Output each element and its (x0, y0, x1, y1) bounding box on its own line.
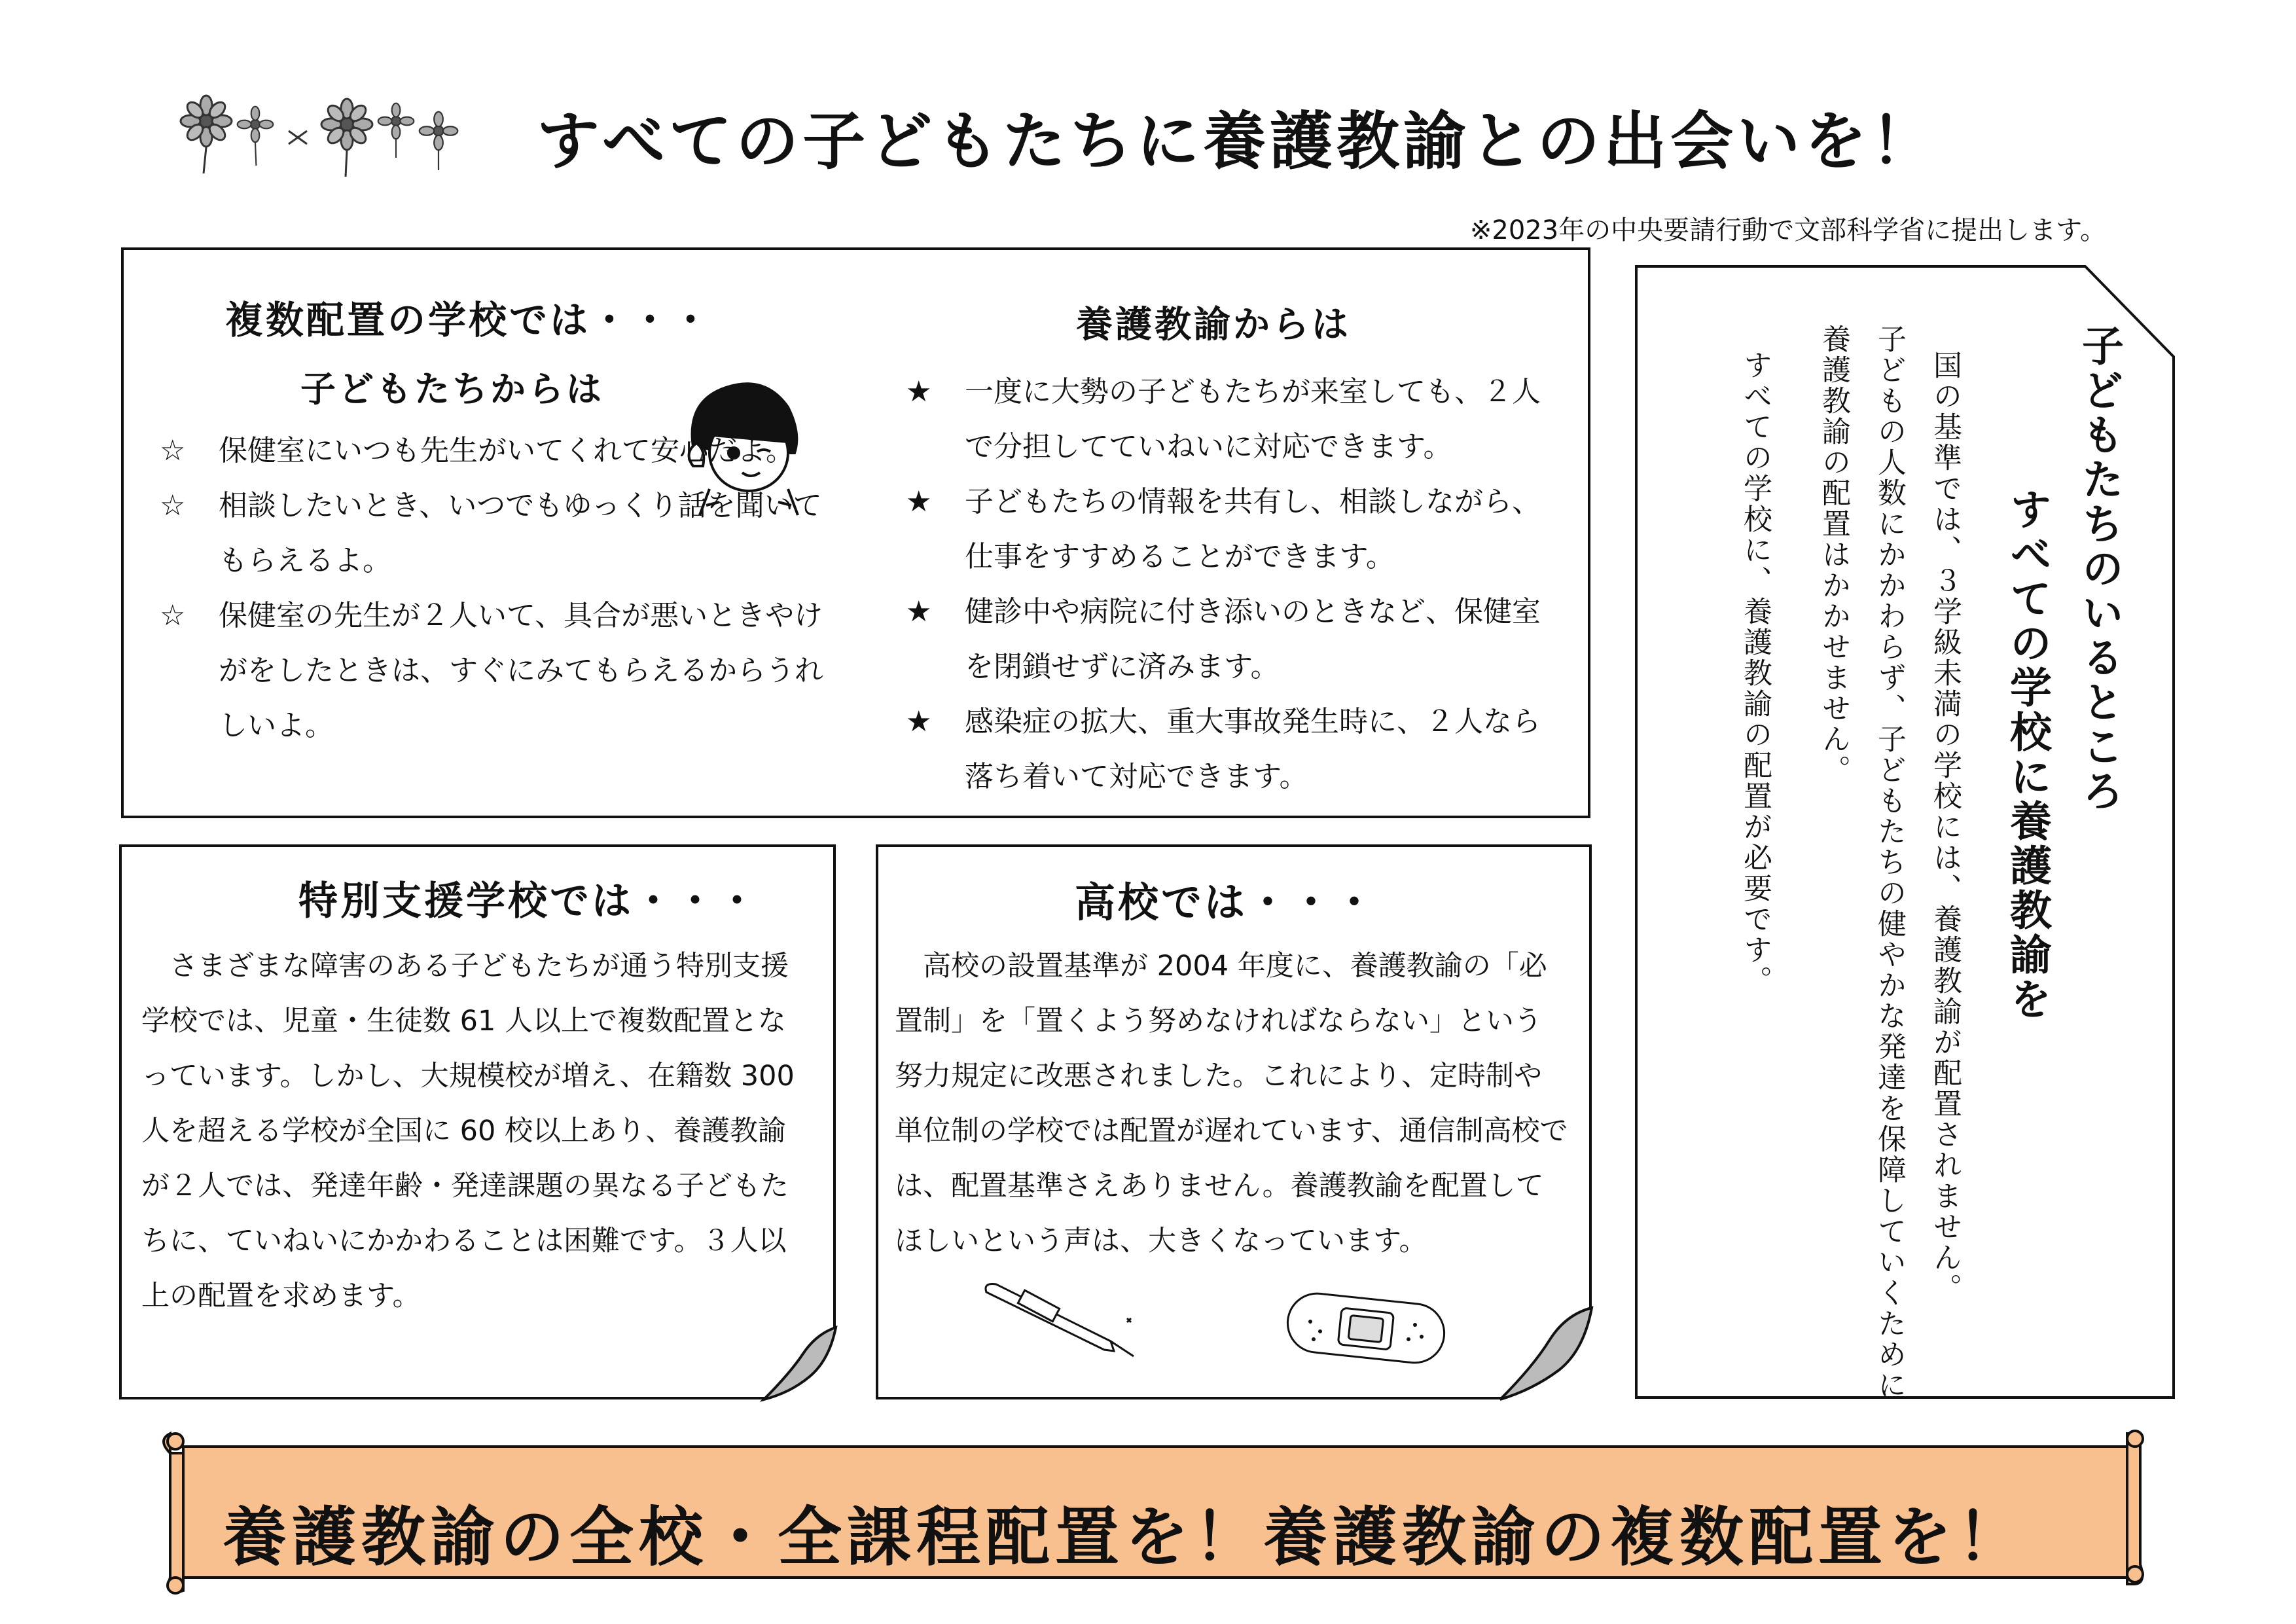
submission-note: ※2023年の中央要請行動で文部科学省に提出します。 (1469, 215, 2106, 245)
star-filled-icon: ★ (906, 595, 932, 628)
bandage-icon (1284, 1292, 1448, 1364)
flowers-decoration-icon (177, 92, 465, 170)
multiple-placement-section (121, 247, 1590, 818)
special-support-heading: 特別支援学校では・・・ (298, 878, 759, 924)
star-outline-icon: ☆ (160, 599, 186, 632)
side-title-1: 子どもたちのいるところ (2075, 324, 2123, 814)
high-school-heading: 高校では・・・ (1075, 878, 1378, 926)
banner-slogan: 養護教諭の全校・全課程配置を！養護教諭の複数配置を！ (223, 1500, 2027, 1575)
teacher-comment-item: ★ 健診中や病院に付き添いのときなど、保健室を閉鎖せずに済みます。 (906, 585, 1567, 695)
teacher-comment-item: ★ 一度に大勢の子どもたちが来室しても、２人で分担してていねいに対応できます。 (906, 365, 1567, 475)
multiple-placement-heading: 複数配置の学校では・・・ (225, 298, 713, 342)
side-title-2: すべての学校に養護教諭を (2003, 488, 2051, 1022)
children-comment-item: ☆ 相談したいとき、いつでもゆっくり話を聞いてもらえるよ。 (160, 478, 837, 588)
high-school-section (876, 844, 1592, 1399)
teachers-heading: 養護教諭からは (1076, 304, 1351, 346)
thermometer-icon (980, 1279, 1143, 1364)
page-title: すべての子どもたちに養護教諭との出会いを！ (537, 105, 1938, 178)
star-filled-icon: ★ (906, 485, 932, 518)
children-heading: 子どもたちからは (300, 369, 604, 410)
side-message-section (1635, 265, 2175, 1399)
high-school-text: 高校の設置基準が 2004 年度に、養護教諭の「必置制」を「置くよう努めなければならない」という努力規定に改悪されました。これにより、定時制や単位制の学校では配置が遅れています、通信制高校では、配置基準さえありません。養護教諭を配置してほしいという声は、大きくなっています。 (895, 950, 1568, 1257)
side-text-line: すべての学校に、養護教諭の配置が必要です。 (1738, 350, 1772, 996)
star-outline-icon: ☆ (160, 434, 186, 467)
side-text-line: 国の基準では、３学級未満の学校には、養護教諭が配置されません。 (1928, 350, 1962, 1304)
page-curl-icon (1500, 1308, 1592, 1399)
star-outline-icon: ☆ (160, 489, 186, 522)
teacher-comment-item: ★ 子どもたちの情報を共有し、相談しながら、仕事をすすめることができます。 (906, 475, 1567, 585)
children-comment-item: ☆ 保健室にいつも先生がいてくれて安心だよ。 (160, 424, 837, 478)
star-filled-icon: ★ (906, 375, 932, 408)
side-text-line: 養護教諭の配置はかかせません。 (1817, 324, 1850, 785)
special-support-section (119, 844, 836, 1399)
special-support-text: さまざまな障害のある子どもたちが通う特別支援学校では、児童・生徒数 61 人以上で複数配置となっています。しかし、大規模校が増え、在籍数 300 人を超える学校が全国に 60 校以上あり、養護教諭が２人では、発達年齢・発達課題の異なる子どもたちに、ていねいにかかわることは困難です。３人以上の配置を求めます。 (141, 950, 795, 1312)
children-comment-item: ☆ 保健室の先生が２人いて、具合が悪いときやけがをしたときは、すぐにみてもらえるからうれしいよ。 (160, 588, 837, 753)
star-filled-icon: ★ (906, 705, 932, 738)
teacher-comment-item: ★ 感染症の拡大、重大事故発生時に、２人なら落ち着いて対応できます。 (906, 695, 1567, 804)
page-curl-icon (764, 1327, 836, 1399)
side-text-line: 子どもの人数にかかわらず、子どもたちの健やかな発達を保障していくために (1873, 324, 1906, 1401)
